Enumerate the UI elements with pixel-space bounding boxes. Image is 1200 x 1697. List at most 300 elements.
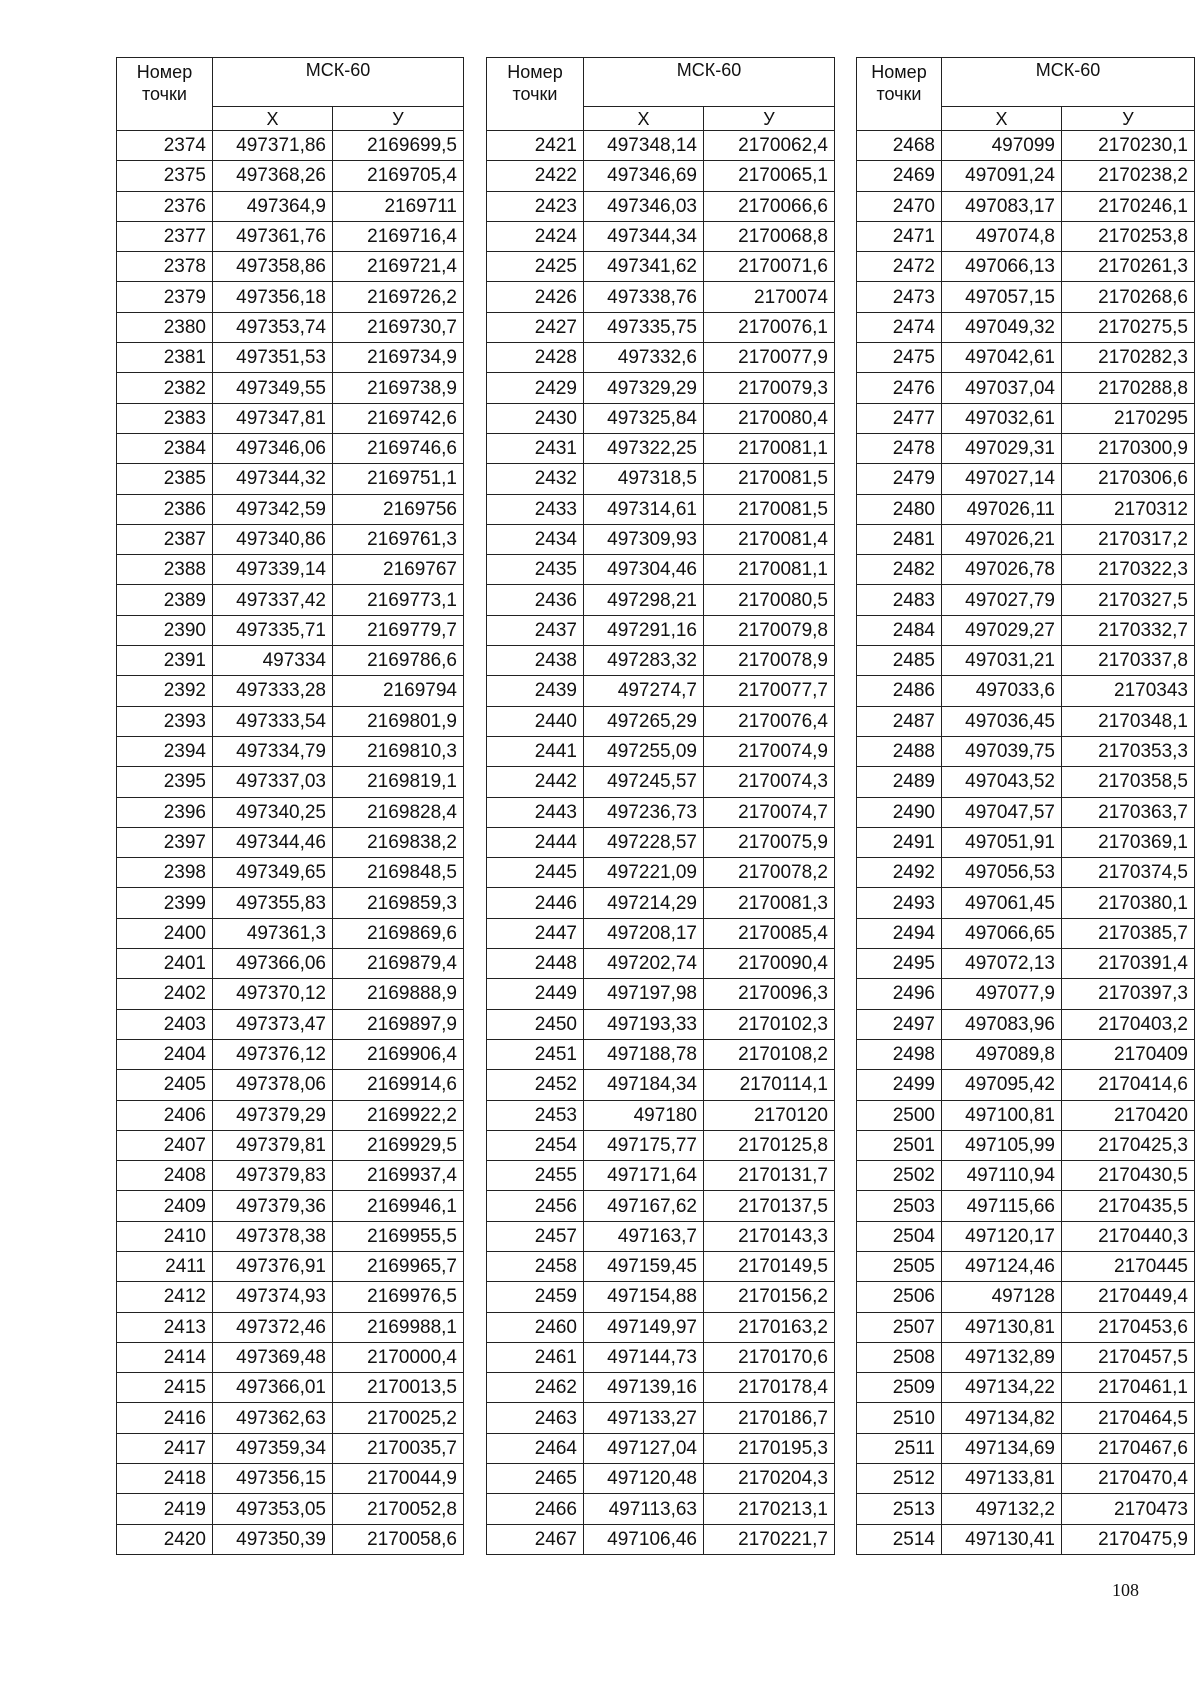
y-coordinate-cell: 2170397,3 bbox=[1062, 979, 1195, 1009]
y-coordinate-cell: 2169699,5 bbox=[333, 131, 464, 161]
point-number-cell: 2386 bbox=[117, 494, 213, 524]
point-number-cell: 2404 bbox=[117, 1039, 213, 1069]
x-coordinate-cell: 497027,79 bbox=[942, 585, 1062, 615]
y-coordinate-cell: 2169976,5 bbox=[333, 1282, 464, 1312]
point-number-cell: 2463 bbox=[487, 1403, 584, 1433]
point-number-cell: 2450 bbox=[487, 1009, 584, 1039]
point-number-cell: 2439 bbox=[487, 676, 584, 706]
table-row bbox=[857, 373, 1195, 403]
point-number-cell: 2451 bbox=[487, 1039, 584, 1069]
y-coordinate-cell: 2170076,4 bbox=[704, 706, 835, 736]
y-coordinate-cell: 2170261,3 bbox=[1062, 252, 1195, 282]
y-coordinate-cell: 2169838,2 bbox=[333, 827, 464, 857]
y-coordinate-cell: 2170080,4 bbox=[704, 403, 835, 433]
x-coordinate-cell: 497356,15 bbox=[213, 1464, 333, 1494]
point-number-cell: 2480 bbox=[857, 494, 942, 524]
y-coordinate-cell: 2169914,6 bbox=[333, 1070, 464, 1100]
x-coordinate-cell: 497057,15 bbox=[942, 282, 1062, 312]
table-row bbox=[857, 797, 1195, 827]
point-number-cell: 2376 bbox=[117, 191, 213, 221]
point-number-cell: 2402 bbox=[117, 979, 213, 1009]
x-coordinate-cell: 497120,48 bbox=[584, 1464, 704, 1494]
x-coordinate-cell: 497132,89 bbox=[942, 1342, 1062, 1372]
x-coordinate-cell: 497128 bbox=[942, 1282, 1062, 1312]
point-number-cell: 2501 bbox=[857, 1130, 942, 1160]
x-coordinate-cell: 497056,53 bbox=[942, 858, 1062, 888]
x-coordinate-cell: 497351,53 bbox=[213, 343, 333, 373]
table-row bbox=[857, 736, 1195, 766]
x-coordinate-cell: 497322,25 bbox=[584, 433, 704, 463]
table-row bbox=[117, 1191, 464, 1221]
table-row bbox=[117, 191, 464, 221]
x-coordinate-cell: 497304,46 bbox=[584, 555, 704, 585]
x-coordinate-cell: 497338,76 bbox=[584, 282, 704, 312]
table-row bbox=[487, 282, 835, 312]
x-coordinate-cell: 497318,5 bbox=[584, 464, 704, 494]
table-row bbox=[487, 767, 835, 797]
x-coordinate-cell: 497208,17 bbox=[584, 918, 704, 948]
table-row bbox=[857, 858, 1195, 888]
point-number-cell: 2474 bbox=[857, 312, 942, 342]
table-row bbox=[857, 646, 1195, 676]
y-coordinate-cell: 2170078,2 bbox=[704, 858, 835, 888]
point-number-cell: 2421 bbox=[487, 131, 584, 161]
y-coordinate-cell: 2170238,2 bbox=[1062, 161, 1195, 191]
table-row bbox=[487, 524, 835, 554]
point-number-cell: 2478 bbox=[857, 433, 942, 463]
y-coordinate-cell: 2169828,4 bbox=[333, 797, 464, 827]
y-coordinate-cell: 2170143,3 bbox=[704, 1221, 835, 1251]
table-row bbox=[487, 1342, 835, 1372]
point-number-cell: 2399 bbox=[117, 888, 213, 918]
y-coordinate-cell: 2170068,8 bbox=[704, 221, 835, 251]
x-coordinate-cell: 497026,21 bbox=[942, 524, 1062, 554]
point-number-cell: 2487 bbox=[857, 706, 942, 736]
x-coordinate-cell: 497134,82 bbox=[942, 1403, 1062, 1433]
table-row bbox=[857, 1191, 1195, 1221]
point-number-cell: 2471 bbox=[857, 221, 942, 251]
table-row bbox=[117, 373, 464, 403]
point-number-cell: 2467 bbox=[487, 1524, 584, 1554]
point-number-cell: 2446 bbox=[487, 888, 584, 918]
y-axis-header: У bbox=[1062, 107, 1195, 131]
table-row bbox=[857, 1494, 1195, 1524]
table-row bbox=[117, 252, 464, 282]
x-coordinate-cell: 497378,38 bbox=[213, 1221, 333, 1251]
table-row bbox=[487, 131, 835, 161]
point-number-cell: 2392 bbox=[117, 676, 213, 706]
point-number-cell: 2493 bbox=[857, 888, 942, 918]
x-coordinate-cell: 497364,9 bbox=[213, 191, 333, 221]
x-coordinate-cell: 497047,57 bbox=[942, 797, 1062, 827]
table-row bbox=[487, 1221, 835, 1251]
point-number-cell: 2452 bbox=[487, 1070, 584, 1100]
x-coordinate-cell: 497149,97 bbox=[584, 1312, 704, 1342]
x-coordinate-cell: 497042,61 bbox=[942, 343, 1062, 373]
table-row bbox=[857, 1342, 1195, 1372]
table-row bbox=[117, 1221, 464, 1251]
x-coordinate-cell: 497130,81 bbox=[942, 1312, 1062, 1342]
table-row bbox=[487, 191, 835, 221]
y-coordinate-cell: 2169946,1 bbox=[333, 1191, 464, 1221]
table-row bbox=[117, 1282, 464, 1312]
table-row bbox=[487, 615, 835, 645]
point-number-cell: 2444 bbox=[487, 827, 584, 857]
x-coordinate-cell: 497171,64 bbox=[584, 1161, 704, 1191]
point-number-cell: 2431 bbox=[487, 433, 584, 463]
point-number-cell: 2458 bbox=[487, 1251, 584, 1281]
point-number-cell: 2499 bbox=[857, 1070, 942, 1100]
y-coordinate-cell: 2170306,6 bbox=[1062, 464, 1195, 494]
x-coordinate-cell: 497356,18 bbox=[213, 282, 333, 312]
table-row bbox=[487, 373, 835, 403]
point-number-cell: 2455 bbox=[487, 1161, 584, 1191]
y-coordinate-cell: 2170149,5 bbox=[704, 1251, 835, 1281]
table-row bbox=[857, 706, 1195, 736]
x-coordinate-cell: 497036,45 bbox=[942, 706, 1062, 736]
point-number-cell: 2460 bbox=[487, 1312, 584, 1342]
y-coordinate-cell: 2170221,7 bbox=[704, 1524, 835, 1554]
table-row bbox=[117, 797, 464, 827]
point-number-cell: 2462 bbox=[487, 1373, 584, 1403]
y-coordinate-cell: 2170096,3 bbox=[704, 979, 835, 1009]
x-coordinate-cell: 497368,26 bbox=[213, 161, 333, 191]
point-number-cell: 2447 bbox=[487, 918, 584, 948]
table-row bbox=[487, 1403, 835, 1433]
x-coordinate-cell: 497159,45 bbox=[584, 1251, 704, 1281]
table-row bbox=[857, 888, 1195, 918]
table-row bbox=[487, 161, 835, 191]
point-number-cell: 2438 bbox=[487, 646, 584, 676]
x-coordinate-cell: 497359,34 bbox=[213, 1433, 333, 1463]
x-coordinate-cell: 497335,71 bbox=[213, 615, 333, 645]
x-coordinate-cell: 497374,93 bbox=[213, 1282, 333, 1312]
point-number-cell: 2415 bbox=[117, 1373, 213, 1403]
y-coordinate-cell: 2170000,4 bbox=[333, 1342, 464, 1372]
x-coordinate-cell: 497031,21 bbox=[942, 646, 1062, 676]
table-row bbox=[857, 585, 1195, 615]
table-row bbox=[117, 1494, 464, 1524]
point-number-cell: 2469 bbox=[857, 161, 942, 191]
point-number-cell: 2505 bbox=[857, 1251, 942, 1281]
y-coordinate-cell: 2169859,3 bbox=[333, 888, 464, 918]
point-number-cell: 2407 bbox=[117, 1130, 213, 1160]
point-number-cell: 2420 bbox=[117, 1524, 213, 1554]
y-coordinate-cell: 2170380,1 bbox=[1062, 888, 1195, 918]
table-row bbox=[487, 1130, 835, 1160]
x-coordinate-cell: 497083,96 bbox=[942, 1009, 1062, 1039]
point-number-cell: 2443 bbox=[487, 797, 584, 827]
point-number-cell: 2492 bbox=[857, 858, 942, 888]
point-number-cell: 2514 bbox=[857, 1524, 942, 1554]
point-number-cell: 2475 bbox=[857, 343, 942, 373]
x-coordinate-cell: 497043,52 bbox=[942, 767, 1062, 797]
x-coordinate-cell: 497339,14 bbox=[213, 555, 333, 585]
y-coordinate-cell: 2170473 bbox=[1062, 1494, 1195, 1524]
y-coordinate-cell: 2170414,6 bbox=[1062, 1070, 1195, 1100]
point-number-cell: 2433 bbox=[487, 494, 584, 524]
x-axis-header: Х bbox=[942, 107, 1062, 131]
x-coordinate-cell: 497283,32 bbox=[584, 646, 704, 676]
x-coordinate-cell: 497134,69 bbox=[942, 1433, 1062, 1463]
point-number-cell: 2477 bbox=[857, 403, 942, 433]
x-coordinate-cell: 497361,3 bbox=[213, 918, 333, 948]
table-row bbox=[857, 312, 1195, 342]
table-row bbox=[487, 1251, 835, 1281]
y-coordinate-cell: 2170081,1 bbox=[704, 433, 835, 463]
table-row bbox=[487, 585, 835, 615]
x-coordinate-cell: 497346,03 bbox=[584, 191, 704, 221]
point-number-header: Номер точки bbox=[487, 58, 584, 131]
point-number-cell: 2395 bbox=[117, 767, 213, 797]
x-coordinate-cell: 497029,31 bbox=[942, 433, 1062, 463]
y-coordinate-cell: 2169801,9 bbox=[333, 706, 464, 736]
y-coordinate-cell: 2170430,5 bbox=[1062, 1161, 1195, 1191]
y-coordinate-cell: 2170081,5 bbox=[704, 464, 835, 494]
y-coordinate-cell: 2170076,1 bbox=[704, 312, 835, 342]
y-coordinate-cell: 2170470,4 bbox=[1062, 1464, 1195, 1494]
y-coordinate-cell: 2169929,5 bbox=[333, 1130, 464, 1160]
point-number-cell: 2423 bbox=[487, 191, 584, 221]
x-coordinate-cell: 497335,75 bbox=[584, 312, 704, 342]
point-number-cell: 2497 bbox=[857, 1009, 942, 1039]
y-coordinate-cell: 2169705,4 bbox=[333, 161, 464, 191]
y-coordinate-cell: 2170457,5 bbox=[1062, 1342, 1195, 1372]
y-coordinate-cell: 2170253,8 bbox=[1062, 221, 1195, 251]
x-coordinate-cell: 497110,94 bbox=[942, 1161, 1062, 1191]
x-coordinate-cell: 497133,81 bbox=[942, 1464, 1062, 1494]
table-row bbox=[487, 221, 835, 251]
point-number-cell: 2397 bbox=[117, 827, 213, 857]
page-number: 108 bbox=[1112, 1580, 1139, 1600]
y-coordinate-cell: 2170440,3 bbox=[1062, 1221, 1195, 1251]
x-coordinate-cell: 497180 bbox=[584, 1100, 704, 1130]
table-row bbox=[117, 1009, 464, 1039]
y-coordinate-cell: 2170065,1 bbox=[704, 161, 835, 191]
table-row bbox=[487, 1433, 835, 1463]
table-row bbox=[487, 555, 835, 585]
y-coordinate-cell: 2170071,6 bbox=[704, 252, 835, 282]
y-coordinate-cell: 2170074,3 bbox=[704, 767, 835, 797]
coordinate-system-header: МСК-60 bbox=[584, 58, 835, 107]
point-number-cell: 2496 bbox=[857, 979, 942, 1009]
point-number-cell: 2437 bbox=[487, 615, 584, 645]
y-coordinate-cell: 2170102,3 bbox=[704, 1009, 835, 1039]
y-coordinate-cell: 2170268,6 bbox=[1062, 282, 1195, 312]
table-row bbox=[857, 191, 1195, 221]
table-row bbox=[117, 403, 464, 433]
x-coordinate-cell: 497037,04 bbox=[942, 373, 1062, 403]
point-number-cell: 2454 bbox=[487, 1130, 584, 1160]
x-coordinate-cell: 497039,75 bbox=[942, 736, 1062, 766]
point-number-cell: 2426 bbox=[487, 282, 584, 312]
x-coordinate-cell: 497379,83 bbox=[213, 1161, 333, 1191]
table-row bbox=[857, 494, 1195, 524]
table-row bbox=[857, 282, 1195, 312]
point-number-cell: 2393 bbox=[117, 706, 213, 736]
point-number-cell: 2472 bbox=[857, 252, 942, 282]
x-coordinate-cell: 497344,34 bbox=[584, 221, 704, 251]
y-coordinate-cell: 2169779,7 bbox=[333, 615, 464, 645]
point-number-cell: 2388 bbox=[117, 555, 213, 585]
y-coordinate-cell: 2170090,4 bbox=[704, 949, 835, 979]
point-number-cell: 2411 bbox=[117, 1251, 213, 1281]
y-coordinate-cell: 2169734,9 bbox=[333, 343, 464, 373]
y-coordinate-cell: 2170080,5 bbox=[704, 585, 835, 615]
x-coordinate-cell: 497349,65 bbox=[213, 858, 333, 888]
table-row bbox=[117, 979, 464, 1009]
y-coordinate-cell: 2170163,2 bbox=[704, 1312, 835, 1342]
table-row bbox=[117, 1373, 464, 1403]
table-row bbox=[117, 312, 464, 342]
point-number-cell: 2384 bbox=[117, 433, 213, 463]
table-row bbox=[117, 1433, 464, 1463]
table-row bbox=[857, 1464, 1195, 1494]
table-row bbox=[117, 1464, 464, 1494]
x-coordinate-cell: 497349,55 bbox=[213, 373, 333, 403]
x-coordinate-cell: 497334 bbox=[213, 646, 333, 676]
point-number-cell: 2491 bbox=[857, 827, 942, 857]
x-coordinate-cell: 497154,88 bbox=[584, 1282, 704, 1312]
y-coordinate-cell: 2170358,5 bbox=[1062, 767, 1195, 797]
table-row bbox=[487, 979, 835, 1009]
table-row bbox=[117, 131, 464, 161]
x-coordinate-cell: 497051,91 bbox=[942, 827, 1062, 857]
point-number-cell: 2482 bbox=[857, 555, 942, 585]
x-coordinate-cell: 497106,46 bbox=[584, 1524, 704, 1554]
y-axis-header: У bbox=[704, 107, 835, 131]
x-coordinate-cell: 497340,25 bbox=[213, 797, 333, 827]
point-number-cell: 2506 bbox=[857, 1282, 942, 1312]
x-coordinate-cell: 497120,17 bbox=[942, 1221, 1062, 1251]
y-coordinate-cell: 2169848,5 bbox=[333, 858, 464, 888]
x-coordinate-cell: 497362,63 bbox=[213, 1403, 333, 1433]
x-coordinate-cell: 497202,74 bbox=[584, 949, 704, 979]
point-number-cell: 2391 bbox=[117, 646, 213, 676]
x-coordinate-cell: 497083,17 bbox=[942, 191, 1062, 221]
coordinates-table-1 bbox=[116, 57, 464, 1555]
table-row bbox=[857, 131, 1195, 161]
table-row bbox=[857, 343, 1195, 373]
table-row bbox=[117, 888, 464, 918]
x-coordinate-cell: 497265,29 bbox=[584, 706, 704, 736]
table-row bbox=[857, 555, 1195, 585]
point-number-cell: 2470 bbox=[857, 191, 942, 221]
point-number-cell: 2464 bbox=[487, 1433, 584, 1463]
point-number-cell: 2481 bbox=[857, 524, 942, 554]
x-coordinate-cell: 497337,03 bbox=[213, 767, 333, 797]
table-row bbox=[117, 858, 464, 888]
y-coordinate-cell: 2170066,6 bbox=[704, 191, 835, 221]
point-number-cell: 2383 bbox=[117, 403, 213, 433]
x-coordinate-cell: 497355,83 bbox=[213, 888, 333, 918]
y-coordinate-cell: 2170035,7 bbox=[333, 1433, 464, 1463]
point-number-cell: 2508 bbox=[857, 1342, 942, 1372]
y-coordinate-cell: 2169810,3 bbox=[333, 736, 464, 766]
point-number-cell: 2377 bbox=[117, 221, 213, 251]
point-number-cell: 2379 bbox=[117, 282, 213, 312]
x-coordinate-cell: 497350,39 bbox=[213, 1524, 333, 1554]
table-row bbox=[857, 433, 1195, 463]
point-number-cell: 2490 bbox=[857, 797, 942, 827]
point-number-cell: 2425 bbox=[487, 252, 584, 282]
x-coordinate-cell: 497344,32 bbox=[213, 464, 333, 494]
y-coordinate-cell: 2170125,8 bbox=[704, 1130, 835, 1160]
table-row bbox=[857, 1009, 1195, 1039]
coordinate-system-header: МСК-60 bbox=[942, 58, 1195, 107]
table-row bbox=[117, 767, 464, 797]
x-coordinate-cell: 497032,61 bbox=[942, 403, 1062, 433]
table-row bbox=[857, 161, 1195, 191]
x-coordinate-cell: 497379,81 bbox=[213, 1130, 333, 1160]
y-coordinate-cell: 2170186,7 bbox=[704, 1403, 835, 1433]
point-number-cell: 2509 bbox=[857, 1373, 942, 1403]
y-coordinate-cell: 2170025,2 bbox=[333, 1403, 464, 1433]
table-row bbox=[117, 949, 464, 979]
y-coordinate-cell: 2170467,6 bbox=[1062, 1433, 1195, 1463]
x-coordinate-cell: 497197,98 bbox=[584, 979, 704, 1009]
x-coordinate-cell: 497325,84 bbox=[584, 403, 704, 433]
table-row bbox=[857, 252, 1195, 282]
y-coordinate-cell: 2170322,3 bbox=[1062, 555, 1195, 585]
point-number-cell: 2381 bbox=[117, 343, 213, 373]
table-row bbox=[487, 676, 835, 706]
point-number-cell: 2382 bbox=[117, 373, 213, 403]
point-number-cell: 2389 bbox=[117, 585, 213, 615]
x-coordinate-cell: 497091,24 bbox=[942, 161, 1062, 191]
x-coordinate-cell: 497379,36 bbox=[213, 1191, 333, 1221]
table-row bbox=[857, 827, 1195, 857]
y-coordinate-cell: 2170435,5 bbox=[1062, 1191, 1195, 1221]
table-row bbox=[487, 343, 835, 373]
point-number-cell: 2375 bbox=[117, 161, 213, 191]
x-coordinate-cell: 497298,21 bbox=[584, 585, 704, 615]
x-coordinate-cell: 497347,81 bbox=[213, 403, 333, 433]
point-number-cell: 2408 bbox=[117, 1161, 213, 1191]
point-number-cell: 2406 bbox=[117, 1100, 213, 1130]
y-coordinate-cell: 2170282,3 bbox=[1062, 343, 1195, 373]
table-row bbox=[857, 1070, 1195, 1100]
point-number-cell: 2416 bbox=[117, 1403, 213, 1433]
y-coordinate-cell: 2169721,4 bbox=[333, 252, 464, 282]
y-coordinate-cell: 2169716,4 bbox=[333, 221, 464, 251]
table-row bbox=[857, 1251, 1195, 1281]
y-coordinate-cell: 2170353,3 bbox=[1062, 736, 1195, 766]
point-number-cell: 2413 bbox=[117, 1312, 213, 1342]
table-row bbox=[487, 464, 835, 494]
y-coordinate-cell: 2169955,5 bbox=[333, 1221, 464, 1251]
table-row bbox=[487, 252, 835, 282]
table-row bbox=[487, 1464, 835, 1494]
x-coordinate-cell: 497366,01 bbox=[213, 1373, 333, 1403]
table-row bbox=[857, 1282, 1195, 1312]
point-number-cell: 2483 bbox=[857, 585, 942, 615]
point-number-cell: 2403 bbox=[117, 1009, 213, 1039]
y-coordinate-cell: 2170137,5 bbox=[704, 1191, 835, 1221]
x-coordinate-cell: 497373,47 bbox=[213, 1009, 333, 1039]
table-row bbox=[857, 676, 1195, 706]
point-number-cell: 2410 bbox=[117, 1221, 213, 1251]
point-number-cell: 2414 bbox=[117, 1342, 213, 1372]
table-row bbox=[117, 464, 464, 494]
y-coordinate-cell: 2170409 bbox=[1062, 1039, 1195, 1069]
x-coordinate-cell: 497334,79 bbox=[213, 736, 333, 766]
x-coordinate-cell: 497353,74 bbox=[213, 312, 333, 342]
x-coordinate-cell: 497132,2 bbox=[942, 1494, 1062, 1524]
point-number-cell: 2374 bbox=[117, 131, 213, 161]
coordinate-system-header: МСК-60 bbox=[213, 58, 464, 107]
y-coordinate-cell: 2170295 bbox=[1062, 403, 1195, 433]
